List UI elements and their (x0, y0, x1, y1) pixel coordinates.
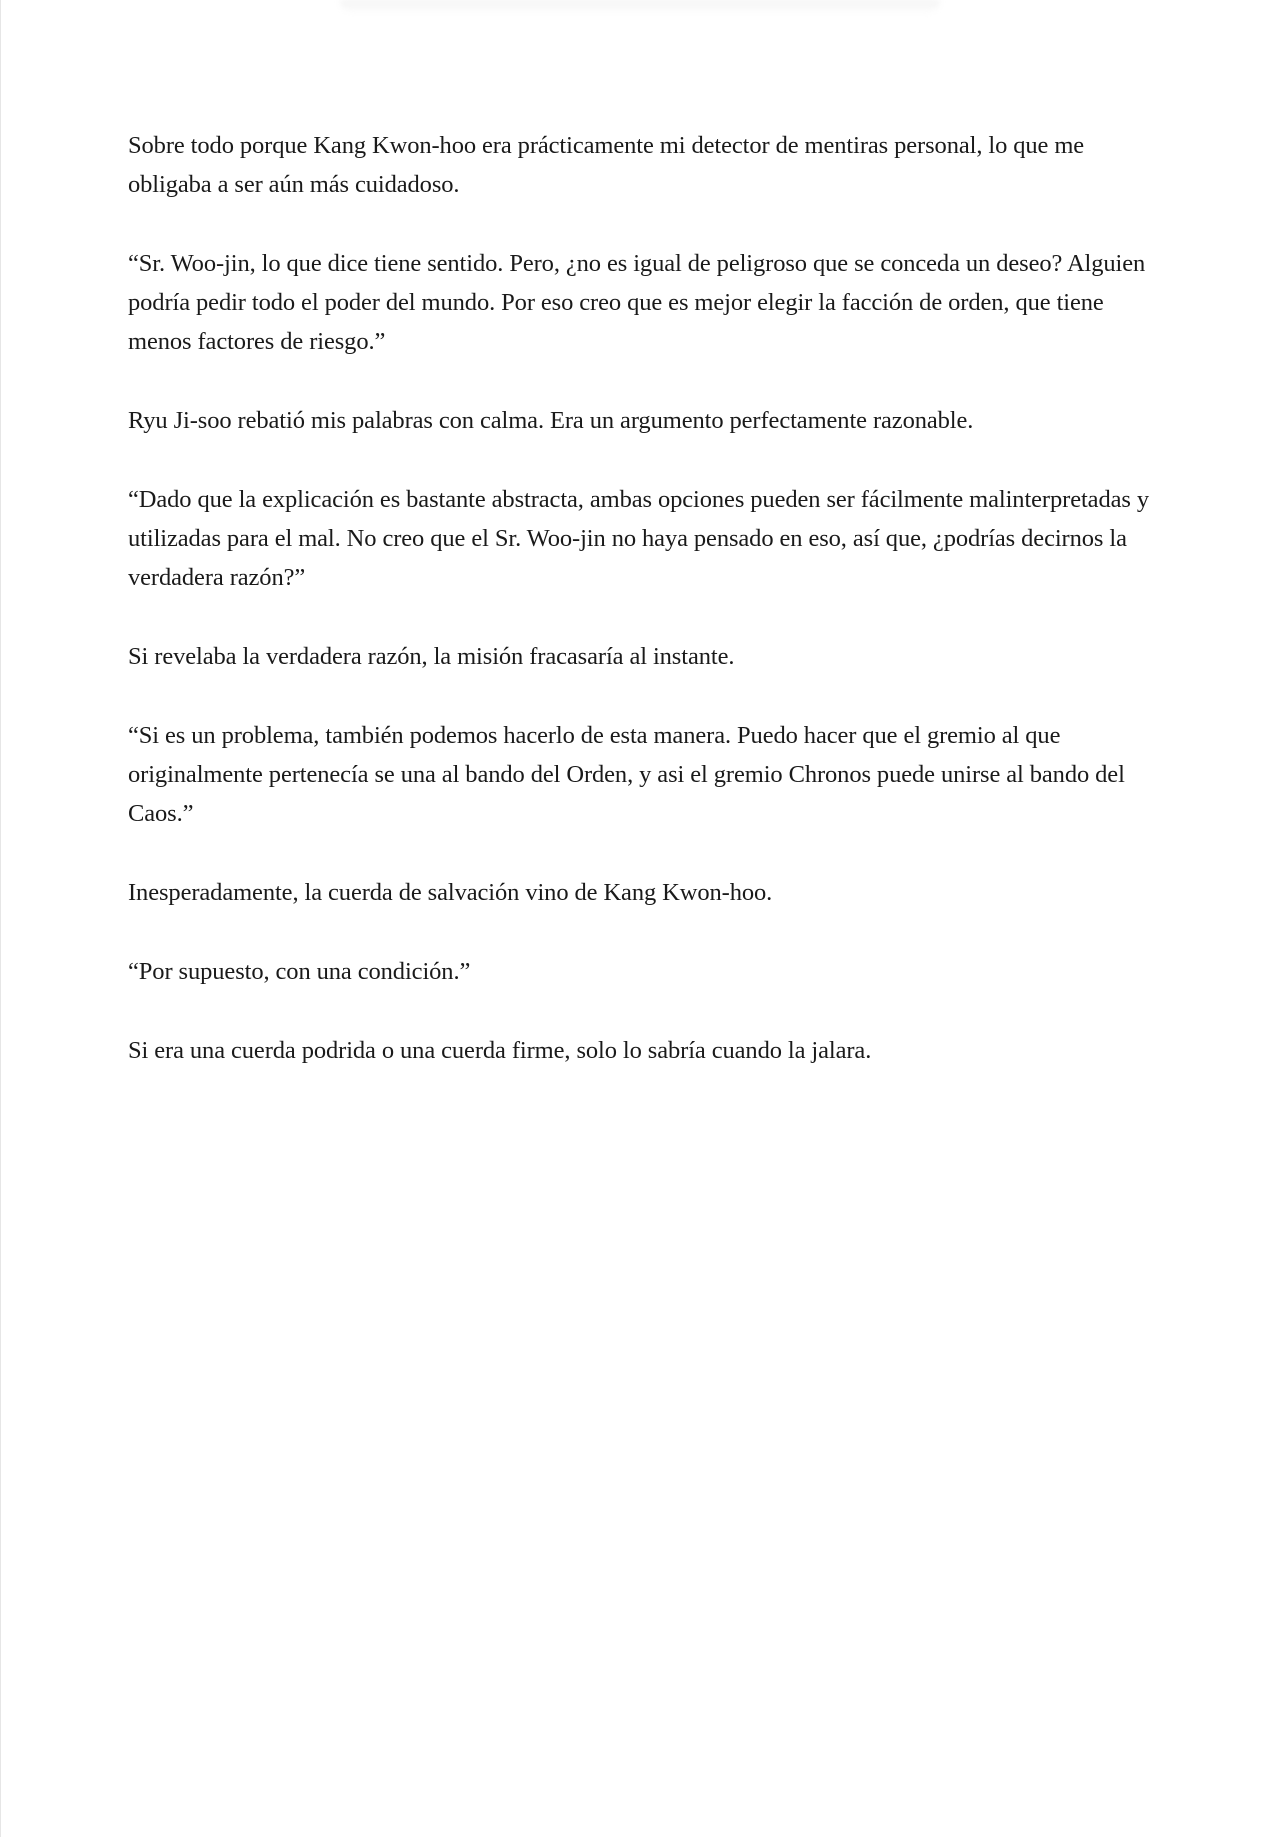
paragraph: Si era una cuerda podrida o una cuerda firme, solo lo sabría cuando la jalara. (128, 1037, 872, 1064)
paragraph: Inesperadamente, la cuerda de salvación vino de Kang Kwon-hoo. (128, 879, 773, 906)
paragraph: “Sr. Woo-jin, lo que dice tiene sentido. Pero, ¿no es igual de peligroso que se conceda un deseo? Alguien podría pedir todo el poder del mundo. Por eso creo que es mejor elegir la facción de orden, que tiene menos factores de riesgo.” (128, 250, 1146, 355)
paragraph: Sobre todo porque Kang Kwon-hoo era prácticamente mi detector de mentiras personal, lo que me obligaba a ser aún más cuidadoso. (128, 132, 1085, 198)
page-left-border (0, 0, 1, 1837)
top-shadow-decoration (340, 0, 940, 14)
paragraph: Si revelaba la verdadera razón, la misión fracasaría al instante. (128, 643, 735, 670)
document-body (128, 126, 1158, 1110)
paragraph: “Por supuesto, con una condición.” (128, 958, 471, 985)
paragraph: Ryu Ji-soo rebatió mis palabras con calma. Era un argumento perfectamente razonable. (128, 407, 974, 434)
paragraph: “Si es un problema, también podemos hacerlo de esta manera. Puedo hacer que el gremio al que originalmente pertenecía se una al bando del Orden, y asi el gremio Chronos puede unirse al bando del Caos.” (128, 722, 1125, 827)
paragraph: “Dado que la explicación es bastante abstracta, ambas opciones pueden ser fácilmente malinterpretadas y utilizadas para el mal. No creo que el Sr. Woo-jin no haya pensado en eso, así que, ¿podrías decirnos la verdadera razón?” (128, 486, 1149, 591)
